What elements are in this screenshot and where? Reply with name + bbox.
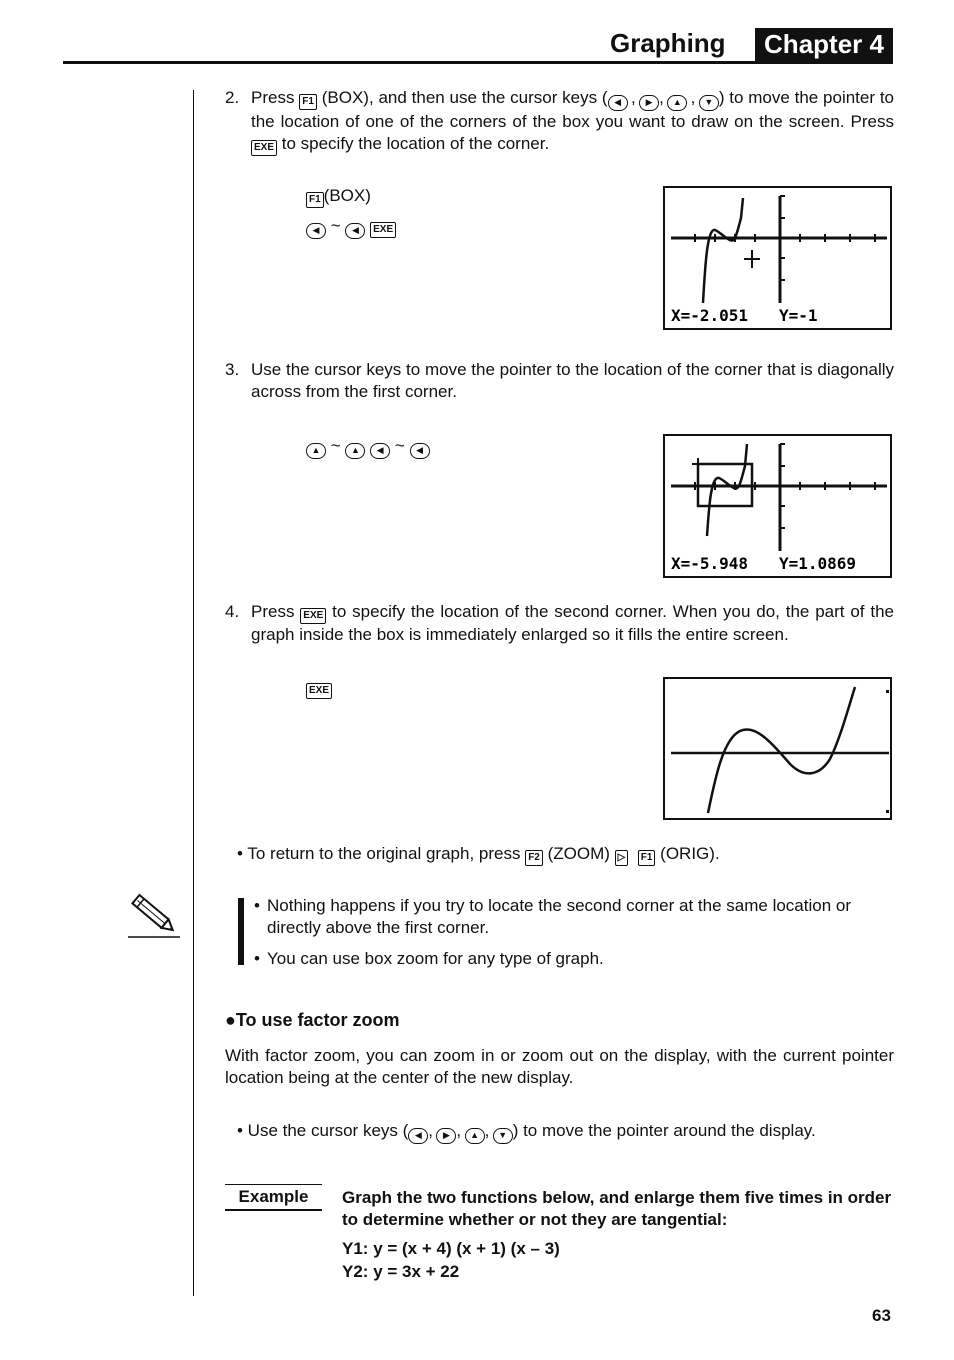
text: ) to move the pointer to the location of one of the corners of the box you want to draw on the screen. Press	[251, 88, 894, 131]
calculator-screen	[663, 677, 892, 820]
y2-label: Y2:	[342, 1262, 374, 1281]
header-rule	[63, 61, 893, 64]
exe-key: EXE	[306, 683, 332, 699]
cursor-left-icon: ◀	[345, 223, 365, 239]
exe-key: EXE	[251, 140, 277, 156]
cursor-left-icon: ◀	[410, 443, 430, 459]
cursor-up-icon: ▲	[465, 1128, 485, 1144]
f1-key: F1	[638, 850, 656, 866]
y2-expression: y = 3x + 22	[373, 1262, 460, 1281]
x-readout: X=-2.051	[671, 306, 749, 325]
page-number: 63	[872, 1306, 891, 1325]
key-sequence	[306, 185, 371, 208]
calculator-screen	[663, 434, 892, 578]
separator: ~	[330, 216, 341, 235]
cursor-left-icon: ◀	[408, 1128, 428, 1144]
section-title: Graphing	[610, 28, 726, 58]
cursor-up-icon: ▲	[345, 443, 365, 459]
pencil-note-icon	[126, 893, 182, 945]
separator: ~	[394, 436, 405, 455]
step-number: 3.	[225, 360, 240, 379]
key-label: (BOX)	[323, 186, 371, 205]
y-readout: Y=1.0869	[779, 554, 857, 573]
note-item: •	[254, 896, 260, 915]
cursor-left-icon: ◀	[306, 223, 326, 239]
example-text: Graph the two functions below, and enlarge them five times in order to determine whether or not they are tangential:	[342, 1188, 892, 1229]
margin-rule	[193, 90, 194, 1296]
factor-heading: ●To use factor zoom	[225, 1010, 400, 1030]
exe-key: EXE	[370, 222, 396, 238]
exe-key: EXE	[300, 608, 326, 624]
cursor-right-icon: ▶	[639, 95, 659, 111]
text: ) to move the pointer around the display.	[512, 1121, 816, 1140]
cursor-down-icon: ▼	[493, 1128, 513, 1144]
cursor-down-icon: ▼	[699, 95, 719, 111]
separator: ~	[330, 436, 341, 455]
f2-key: F2	[525, 850, 543, 866]
chapter-badge: Chapter 4	[755, 28, 893, 62]
step4-text	[251, 601, 894, 646]
step2-text: Press F1 (BOX), and then use the cursor keys ( ◀ , ▶ , ▲ , ▼ ) to move the pointer to the location of one of the corners of the box you want to draw on the screen. Press EXE to specify the location of the corner.	[251, 87, 894, 156]
f1-key: F1	[306, 192, 324, 208]
cursor-left-icon: ◀	[608, 95, 628, 111]
text: to specify the location of the corner.	[277, 134, 550, 153]
cursor-up-icon: ▲	[667, 95, 687, 111]
text: Press	[251, 88, 300, 107]
note-text: You can use box zoom for any type of graph.	[267, 949, 604, 968]
y1-expression: y = (x + 4) (x + 1) (x – 3)	[373, 1239, 560, 1258]
return-note	[237, 843, 720, 866]
y1-formula	[342, 1238, 560, 1260]
key-sequence	[306, 676, 332, 699]
step3-text: Use the cursor keys to move the pointer to the location of the corner that is diagonally across from the first corner.	[251, 360, 894, 401]
example-label: Example	[225, 1184, 322, 1211]
key-sequence	[306, 435, 430, 459]
step-number: 2.	[225, 88, 240, 107]
text: • To return to the original graph, press	[237, 844, 526, 863]
step-number: 4.	[225, 602, 240, 621]
x-readout: X=-5.948	[671, 554, 749, 573]
y-readout: Y=-1	[779, 306, 818, 325]
text: (ZOOM)	[542, 844, 615, 863]
key-sequence	[306, 215, 396, 239]
y1-label: Y1:	[342, 1239, 374, 1258]
calculator-screen	[663, 186, 892, 330]
text: (ORIG).	[655, 844, 720, 863]
f1-key: F1	[299, 94, 317, 110]
text: • Use the cursor keys (	[237, 1121, 409, 1140]
factor-bullet: • Use the cursor keys ( ◀ , ▶ , ▲ , ▼ ) to move the pointer around the display.	[237, 1120, 816, 1144]
note-item: •	[254, 949, 260, 968]
cursor-right-icon: ▶	[436, 1128, 456, 1144]
arrow-right-key-icon: ▷	[615, 850, 629, 866]
y2-formula	[342, 1261, 459, 1283]
cursor-up-icon: ▲	[306, 443, 326, 459]
text: (BOX), and then use the cursor keys (	[316, 88, 608, 107]
note-text: Nothing happens if you try to locate the second corner at the same location or directly above the first corner.	[267, 896, 852, 937]
text: to specify the location of the second corner. When you do, the part of the graph inside the box is immediately enlarged so it fills the entire screen.	[251, 602, 894, 644]
text: Press	[251, 602, 301, 621]
factor-body: With factor zoom, you can zoom in or zoom out on the display, with the current pointer location being at the center of the new display.	[225, 1046, 894, 1087]
note-bar	[238, 898, 244, 965]
cursor-left-icon: ◀	[370, 443, 390, 459]
